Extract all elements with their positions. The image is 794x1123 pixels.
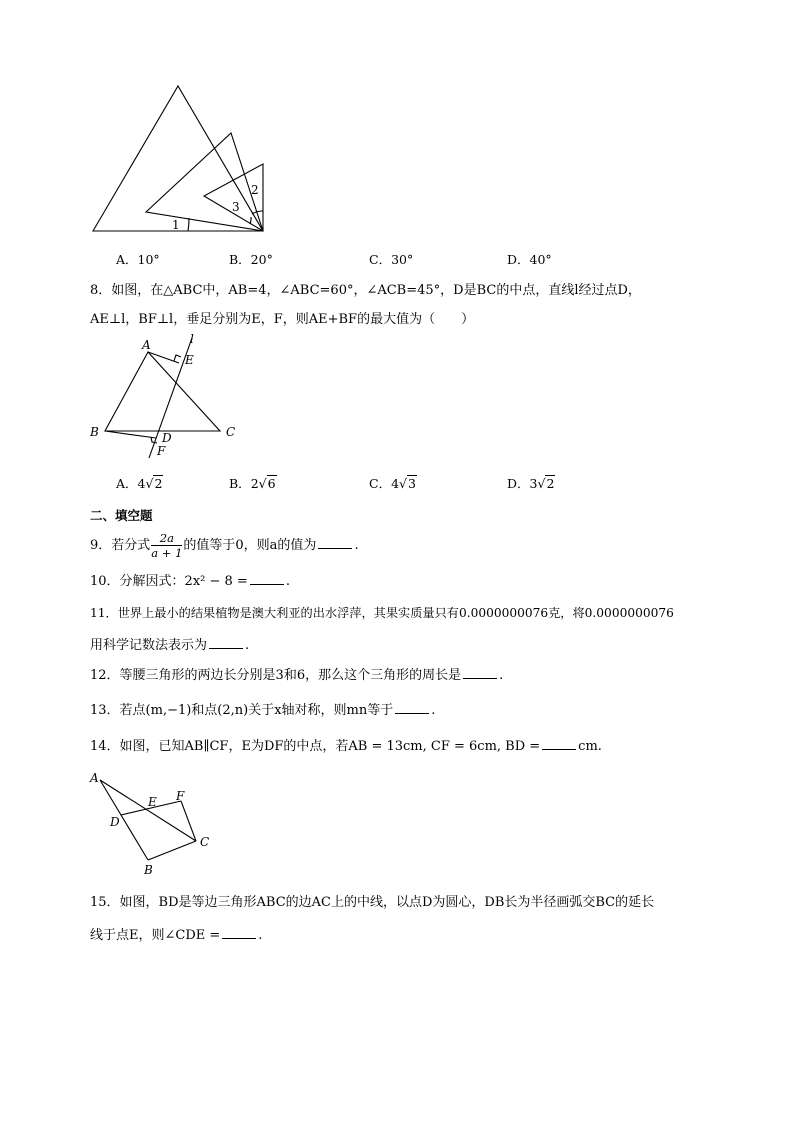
q8-option-b-radicand: 6 [267, 476, 276, 491]
q11-line2 [90, 636, 249, 655]
q9-denominator: a + 1 [151, 546, 183, 560]
q8-option-d[interactable]: D．3√2 [507, 476, 555, 491]
q8-label-d: D [162, 431, 172, 445]
q11-line1: 11．世界上最小的结果植物是澳大利亚的出水浮萍，其果实质量只有0.0000000076克，将0.0000000076 [90, 606, 674, 620]
q15-line2 [90, 926, 262, 945]
q8-option-a-radicand: 2 [154, 476, 163, 491]
q13-end: . [431, 703, 436, 718]
q7-figure [88, 80, 273, 236]
q14-label-f: F [176, 789, 185, 803]
q10-answer-blank[interactable] [250, 572, 284, 585]
q7-label-3: 3 [232, 200, 240, 214]
q12 [90, 666, 503, 685]
q10 [90, 572, 290, 591]
q12-prefix: 12．等腰三角形的两边长分别是3和6，那么这个三角形的周长是 [90, 668, 462, 683]
q10-prefix: 10．分解因式：2x² − 8 = [90, 574, 248, 589]
q9-answer-blank[interactable] [318, 536, 352, 549]
q14-segment-bc [148, 841, 196, 860]
q14-label-e: E [148, 795, 157, 809]
q14-answer-blank[interactable] [542, 737, 576, 750]
q14-label-b: B [144, 863, 153, 877]
q9-numerator: 2a [151, 531, 182, 546]
q15-line1: 15．如图，BD是等边三角形ABC的边AC上的中线，以点D为圆心，DB长为半径画弧交BC的延长 [90, 895, 655, 910]
q8-option-d-coef: 3 [529, 476, 538, 491]
q8-option-c-radicand: 3 [408, 476, 416, 491]
q8-option-a[interactable]: A．4√2 [116, 476, 163, 491]
section-title-fill-blank: 二、填空题 [90, 508, 153, 523]
q9-suffix: 的值等于0，则a的值为 [183, 538, 317, 553]
q8-option-c-coef: 4 [391, 476, 400, 491]
q12-end: . [499, 668, 504, 683]
q11-answer-blank[interactable] [209, 636, 243, 649]
q15-answer-blank[interactable] [222, 926, 256, 939]
q7-middle-triangle [146, 133, 263, 231]
q7-angle3-arc [250, 217, 251, 224]
q14-figure [88, 768, 218, 878]
q14-suffix: cm. [578, 739, 602, 754]
q15-end: . [258, 928, 263, 943]
q9-fraction [151, 531, 182, 560]
q8-stem-line1: 8．如图，在△ABC中，AB=4，∠ABC=60°，∠ACB=45°，D是BC的中点，直线l经过点D， [90, 283, 641, 298]
q8-option-c[interactable]: C．4√3 [369, 476, 416, 491]
q13-answer-blank[interactable] [395, 701, 429, 714]
q8-label-a: A [142, 338, 151, 352]
q8-label-c: C [226, 425, 236, 439]
q7-option-d[interactable]: D．40° [507, 252, 552, 267]
q7-option-a[interactable]: A．10° [116, 252, 160, 267]
q7-option-b[interactable]: B．20° [229, 252, 273, 267]
q8-label-e: E [185, 353, 194, 367]
q7-small-triangle [204, 164, 263, 231]
q11-line2-prefix: 用科学记数法表示为 [90, 638, 208, 653]
q8-label-b: B [90, 425, 99, 439]
q7-label-1: 1 [172, 218, 180, 232]
q7-option-c[interactable]: C．30° [369, 252, 414, 267]
q15-line2-prefix: 线于点E，则∠CDE = [90, 928, 221, 943]
q14-label-a: A [90, 771, 99, 785]
q8-option-b-coef: 2 [250, 476, 259, 491]
q12-answer-blank[interactable] [463, 666, 497, 679]
q8-segment-bf [105, 431, 156, 438]
q8-right-angle-e [174, 355, 181, 361]
q8-option-d-radicand: 2 [546, 476, 555, 491]
q8-option-a-letter: A． [116, 476, 138, 491]
q9-end: . [354, 538, 359, 553]
q8-option-b[interactable]: B．2√6 [229, 476, 276, 491]
q8-label-f: F [157, 444, 166, 458]
q7-label-2: 2 [251, 183, 259, 197]
q8-option-d-letter: D． [507, 476, 530, 491]
q14-segment-ab [100, 780, 148, 860]
q8-option-a-coef: 4 [137, 476, 146, 491]
q13 [90, 701, 435, 720]
q11-end: . [245, 638, 250, 653]
q9 [90, 530, 359, 562]
q14-label-c: C [200, 835, 210, 849]
q14-prefix: 14．如图，已知AB∥CF，E为DF的中点，若AB = 13cm, CF = 6cm, BD = [90, 739, 541, 754]
q14-label-d: D [110, 815, 120, 829]
q8-option-c-letter: C． [369, 476, 392, 491]
q10-end: . [285, 574, 290, 589]
q8-option-b-letter: B． [229, 476, 251, 491]
q8-label-l: l [190, 332, 194, 346]
q13-prefix: 13．若点(m,−1)和点(2,n)关于x轴对称，则mn等于 [90, 703, 394, 718]
q8-figure [88, 330, 248, 460]
q9-prefix: 9．若分式 [90, 538, 151, 553]
q8-stem-line2: AE⊥l，BF⊥l，垂足分别为E，F，则AE+BF的最大值为（ ） [90, 312, 475, 327]
q14 [90, 737, 602, 756]
q7-angle1-arc [188, 218, 189, 231]
q14-segment-cf [181, 801, 196, 841]
